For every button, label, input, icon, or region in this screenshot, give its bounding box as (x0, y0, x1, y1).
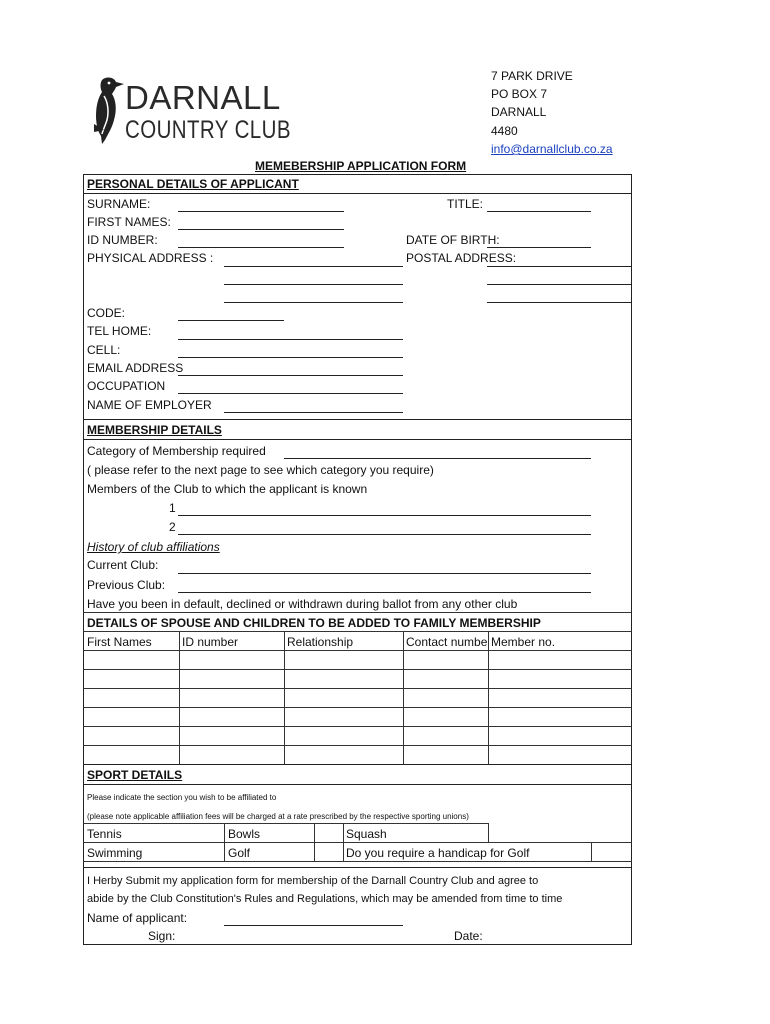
known-number-2: 2 (169, 520, 176, 534)
col-member-no: Member no. (491, 635, 556, 649)
email-link[interactable]: info@darnallclub.co.za (491, 142, 613, 156)
email-field[interactable] (178, 375, 403, 376)
applicant-name-label: Name of applicant: (87, 911, 188, 925)
code-label: CODE: (87, 306, 126, 320)
address-line-4: 4480 (491, 124, 518, 138)
logo-line-1: DARNALL (125, 79, 281, 116)
table-col-divider (179, 631, 180, 764)
email-label: EMAIL ADDRESS (87, 361, 184, 375)
frame-bottom (83, 944, 632, 945)
table-row (83, 669, 632, 670)
dob-label: DATE OF BIRTH: (406, 233, 500, 247)
address-line-1: 7 PARK DRIVE (491, 69, 573, 83)
previous-club-field[interactable] (178, 592, 591, 593)
col-relationship: Relationship (287, 635, 354, 649)
divider (83, 784, 632, 785)
surname-label: SURNAME: (87, 197, 151, 211)
refer-note: ( please refer to the next page to see which category you require) (87, 463, 434, 477)
family-table-top (83, 631, 632, 632)
postal-address-label: POSTAL ADDRESS: (406, 251, 517, 265)
occupation-field[interactable] (178, 393, 403, 394)
golf-label: Golf (228, 846, 251, 860)
form-title: MEMEBERSHIP APPLICATION FORM (255, 159, 467, 173)
current-club-field[interactable] (178, 573, 591, 574)
sign-label: Sign: (148, 929, 176, 943)
sport-col-divider (488, 823, 489, 842)
table-col-divider (284, 631, 285, 764)
col-contact: Contact numbe (406, 635, 488, 649)
declaration-line-2: abide by the Club Constitution's Rules and Regulations, which may be amended from time to time (87, 893, 563, 905)
id-number-label: ID NUMBER: (87, 233, 158, 247)
handicap-question: Do you require a handicap for Golf (346, 846, 530, 860)
squash-checkbox[interactable] (420, 824, 487, 842)
date-label: Date: (454, 929, 483, 943)
employer-label: NAME OF EMPLOYER (87, 398, 212, 412)
woodpecker-icon (88, 74, 126, 146)
category-field[interactable] (284, 458, 591, 459)
postal-address-field-2[interactable] (487, 284, 631, 285)
known-member-field-1[interactable] (178, 515, 591, 516)
applicant-name-field[interactable] (224, 925, 403, 926)
col-first-names: First Names (87, 635, 152, 649)
col-id-number: ID number (182, 635, 239, 649)
table-col-divider (403, 631, 404, 764)
title-label: TITLE: (447, 197, 484, 211)
golf-checkbox[interactable] (315, 843, 342, 861)
dob-field[interactable] (487, 247, 591, 248)
frame-top (83, 174, 632, 175)
divider (83, 612, 632, 613)
logo-line-2: COUNTRY CLUB (125, 116, 291, 144)
physical-address-field-3[interactable] (224, 302, 403, 303)
current-club-label: Current Club: (87, 558, 159, 572)
physical-address-field-2[interactable] (224, 284, 403, 285)
sport-note-2: (please note applicable affiliation fees will be charged at a rate prescribed by the respective sporting unions) (87, 812, 469, 821)
first-names-label: FIRST NAMES: (87, 215, 171, 229)
sport-col-divider (343, 823, 344, 861)
sport-heading: SPORT DETAILS (87, 768, 183, 782)
cell-field[interactable] (178, 357, 403, 358)
table-row (83, 707, 632, 708)
tennis-label: Tennis (87, 827, 122, 841)
category-label: Category of Membership required (87, 444, 266, 458)
default-question: Have you been in default, declined or withdrawn during ballot from any other club (87, 597, 518, 611)
postal-address-field-1[interactable] (487, 266, 631, 267)
cell-label: CELL: (87, 343, 121, 357)
sport-table-bottom (83, 861, 632, 862)
table-row (83, 745, 632, 746)
divider (83, 419, 632, 420)
family-heading: DETAILS OF SPOUSE AND CHILDREN TO BE ADDED TO FAMILY MEMBERSHIP (87, 616, 541, 630)
divider (83, 439, 632, 440)
previous-club-label: Previous Club: (87, 578, 166, 592)
tel-home-label: TEL HOME: (87, 324, 152, 338)
sport-col-divider (224, 823, 225, 861)
code-field[interactable] (178, 320, 284, 321)
id-number-field[interactable] (178, 247, 344, 248)
known-member-field-2[interactable] (178, 534, 591, 535)
sport-note-1: Please indicate the section you wish to be affiliated to (87, 793, 277, 802)
table-row (83, 688, 632, 689)
frame-right (631, 174, 632, 944)
bowls-label: Bowls (228, 827, 261, 841)
frame-left (83, 174, 84, 944)
tel-home-field[interactable] (178, 339, 403, 340)
surname-field[interactable] (178, 211, 344, 212)
postal-address-field-3[interactable] (487, 302, 631, 303)
known-label: Members of the Club to which the applicant is known (87, 482, 368, 496)
table-row (83, 726, 632, 727)
first-names-field[interactable] (178, 229, 344, 230)
address-line-3: DARNALL (491, 105, 547, 119)
physical-address-field-1[interactable] (224, 266, 403, 267)
divider (83, 193, 632, 194)
squash-label: Squash (346, 827, 387, 841)
known-number-1: 1 (169, 501, 176, 515)
sport-table-mid (83, 842, 632, 843)
table-row (83, 650, 632, 651)
swimming-label: Swimming (87, 846, 143, 860)
handicap-checkbox[interactable] (592, 843, 631, 861)
history-label: History of club affiliations (87, 540, 220, 554)
membership-heading: MEMBERSHIP DETAILS (87, 423, 222, 437)
table-col-divider (488, 631, 489, 764)
occupation-label: OCCUPATION (87, 379, 166, 393)
declaration-line-1: I Herby Submit my application form for membership of the Darnall Country Club and agree to (87, 875, 539, 887)
bowls-checkbox[interactable] (315, 824, 342, 842)
title-field[interactable] (487, 211, 591, 212)
personal-heading: PERSONAL DETAILS OF APPLICANT (87, 177, 299, 191)
employer-field[interactable] (224, 412, 403, 413)
address-line-2: PO BOX 7 (491, 87, 548, 101)
divider (83, 764, 632, 765)
physical-address-label: PHYSICAL ADDRESS : (87, 251, 214, 265)
divider (83, 867, 632, 868)
